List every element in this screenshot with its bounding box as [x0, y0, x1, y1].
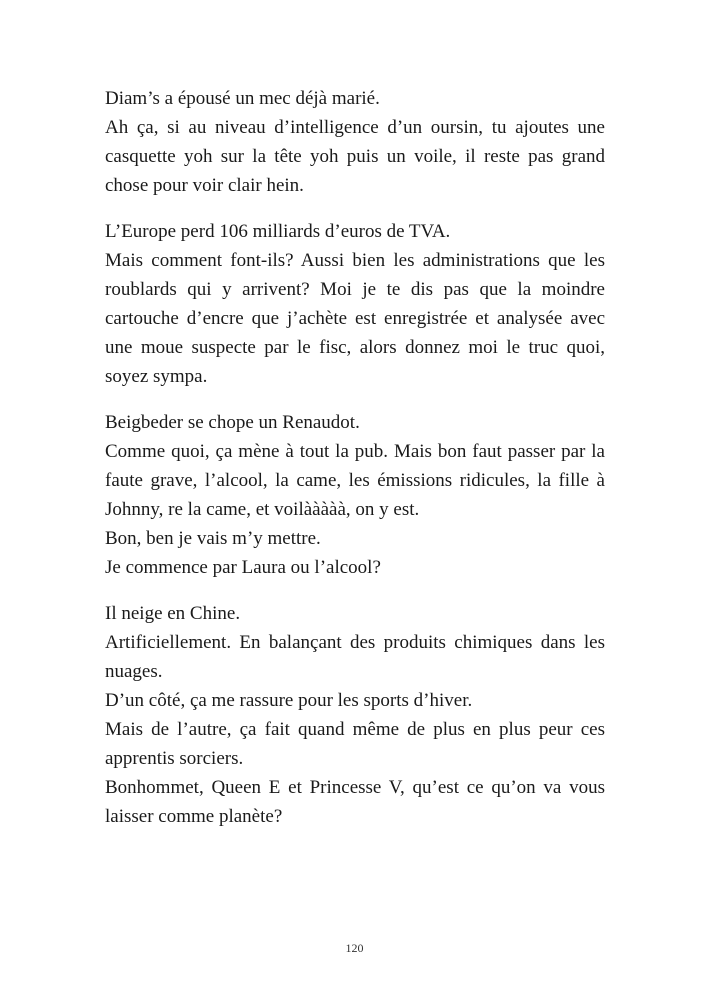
- page-content: [105, 84, 605, 831]
- text-line: Il neige en Chine.: [105, 603, 241, 624]
- page-number: 120: [345, 941, 364, 955]
- text-line: Beigbeder se chope un Renaudot.: [105, 412, 360, 433]
- text-line: D’un côté, ça me rassure pour les sports d’hiver.: [105, 690, 473, 711]
- text-line: Artificiellement. En balançant des produits chimiques dans les nuages.: [105, 632, 605, 682]
- text-line: Ah ça, si au niveau d’intelligence d’un oursin, tu ajoutes une casquette yoh sur la tête yoh puis un voile, il reste pas grand chose pour voir clair hein.: [105, 117, 605, 196]
- text-entry: [105, 408, 605, 582]
- text-line: Comme quoi, ça mène à tout la pub. Mais bon faut passer par la faute grave, l’alcool, la came, les émissions ridicules, la fille à Johnny, re la came, et voilààààà, on y est.: [105, 441, 605, 520]
- text-line: Diam’s a épousé un mec déjà marié.: [105, 88, 380, 109]
- text-line: Bonhommet, Queen E et Princesse V, qu’est ce qu’on va vous laisser comme planète?: [105, 777, 605, 827]
- text-entry: [105, 84, 605, 200]
- text-line: Bon, ben je vais m’y mettre.: [105, 528, 321, 549]
- text-line: L’Europe perd 106 milliards d’euros de TVA.: [105, 221, 451, 242]
- text-entry: [105, 217, 605, 391]
- text-entry: [105, 599, 605, 831]
- text-line: Mais de l’autre, ça fait quand même de plus en plus peur ces apprentis sorciers.: [105, 719, 605, 769]
- text-line: Mais comment font-ils? Aussi bien les administrations que les roublards qui y arrivent? Moi je te dis pas que la moindre cartouche d’encre que j’achète est enregistrée et analysée avec une moue suspecte par le fisc, alors donnez moi le truc quoi, soyez sympa.: [105, 250, 605, 387]
- text-line: Je commence par Laura ou l’alcool?: [105, 557, 381, 578]
